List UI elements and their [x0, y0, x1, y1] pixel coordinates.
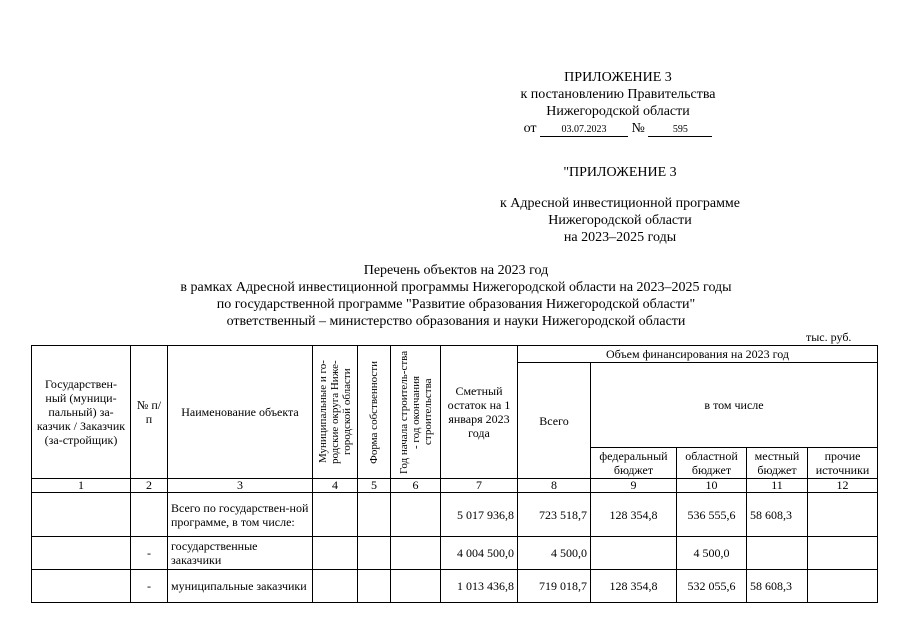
cell-municipal	[313, 570, 358, 603]
header-ownership: Форма собственности	[368, 360, 380, 464]
column-number: 9	[591, 479, 677, 493]
units-label: тыс. руб.	[806, 330, 852, 344]
cell-municipal	[313, 537, 358, 570]
cell-num	[131, 493, 168, 537]
table-row	[32, 493, 878, 537]
cell-total: 723 518,7	[518, 493, 591, 537]
column-number: 2	[131, 479, 168, 493]
cell-remaining: 4 004 500,0	[441, 537, 518, 570]
cell-regional: 532 055,6	[677, 570, 747, 603]
cell-customer	[32, 537, 131, 570]
cell-federal: 128 354,8	[591, 570, 677, 603]
header-num: № п/п	[131, 346, 168, 479]
cell-customer	[32, 570, 131, 603]
cell-num: -	[131, 537, 168, 570]
cell-customer	[32, 493, 131, 537]
resolution-number: 595	[648, 123, 712, 137]
cell-local	[747, 537, 808, 570]
cell-other	[808, 537, 878, 570]
cell-ownership	[358, 570, 391, 603]
resolution-date: 03.07.2023	[540, 123, 628, 137]
table-row	[32, 570, 878, 603]
cell-regional: 4 500,0	[677, 537, 747, 570]
program-appendix-header	[470, 164, 770, 246]
column-number: 3	[168, 479, 313, 493]
cell-total: 719 018,7	[518, 570, 591, 603]
column-number: 8	[518, 479, 591, 493]
header-federal: федеральный бюджет	[591, 448, 677, 479]
header-years: Год начала строитель-ства - год окончания строительства	[397, 350, 434, 474]
column-number: 5	[358, 479, 391, 493]
list-title-line-2: в рамках Адресной инвестиционной программы Нижегородской области на 2023–2025 годы	[180, 280, 732, 295]
cell-years	[391, 537, 441, 570]
cell-local: 58 608,3	[747, 570, 808, 603]
cell-other	[808, 570, 878, 603]
from-label: от	[523, 121, 537, 136]
program-appendix-title: "ПРИЛОЖЕНИЕ 3	[563, 165, 677, 180]
column-number: 7	[441, 479, 518, 493]
program-appendix-line-3: на 2023–2025 годы	[563, 230, 677, 245]
cell-regional: 536 555,6	[677, 493, 747, 537]
program-appendix-line-2: Нижегородской области	[548, 213, 692, 228]
table-row	[32, 537, 878, 570]
column-number: 12	[808, 479, 878, 493]
cell-other	[808, 493, 878, 537]
cell-years	[391, 493, 441, 537]
column-number: 10	[677, 479, 747, 493]
cell-ownership	[358, 537, 391, 570]
government-resolution-appendix-header	[508, 69, 728, 137]
header-other: прочие источники	[808, 448, 878, 479]
header-municipal-cell	[313, 346, 358, 479]
list-title-line-3: по государственной программе "Развитие образования Нижегородской области"	[216, 297, 696, 312]
header-municipal: Муниципальные и го-родские округа Ниже-городской области	[317, 360, 353, 464]
cell-object-name: Всего по государствен-ной программе, в том числе:	[168, 493, 313, 537]
header-local: местный бюджет	[747, 448, 808, 479]
cell-ownership	[358, 493, 391, 537]
header-object-name: Наименование объекта	[168, 346, 313, 479]
number-sign: №	[631, 121, 645, 136]
header-total: Всего	[518, 363, 591, 479]
column-number: 1	[32, 479, 131, 493]
cell-total: 4 500,0	[518, 537, 591, 570]
cell-object-name: муниципальные заказчики	[168, 570, 313, 603]
list-title	[100, 262, 812, 330]
cell-years	[391, 570, 441, 603]
cell-local: 58 608,3	[747, 493, 808, 537]
header-years-cell	[391, 346, 441, 479]
header-including: в том числе	[591, 363, 878, 448]
list-title-line-1: Перечень объектов на 2023 год	[363, 263, 549, 278]
column-number: 6	[391, 479, 441, 493]
list-title-line-4: ответственный – министерство образования и науки Нижегородской области	[226, 314, 686, 329]
column-number-row	[32, 479, 878, 493]
appendix-line-1: к постановлению Правительства	[520, 87, 716, 102]
program-appendix-line-1: к Адресной инвестиционной программе	[499, 196, 741, 211]
column-number: 11	[747, 479, 808, 493]
cell-num: -	[131, 570, 168, 603]
cell-object-name: государственные заказчики	[168, 537, 313, 570]
column-number: 4	[313, 479, 358, 493]
header-remaining: Сметный остаток на 1 января 2023 года	[441, 346, 518, 479]
appendix-title: ПРИЛОЖЕНИЕ 3	[564, 70, 672, 85]
appendix-date-line	[508, 120, 728, 137]
cell-federal	[591, 537, 677, 570]
cell-municipal	[313, 493, 358, 537]
financing-table	[31, 345, 878, 603]
header-ownership-cell	[358, 346, 391, 479]
appendix-line-2: Нижегородской области	[546, 104, 690, 119]
cell-remaining: 1 013 436,8	[441, 570, 518, 603]
cell-remaining: 5 017 936,8	[441, 493, 518, 537]
header-financing: Объем финансирования на 2023 год	[518, 346, 878, 363]
header-regional: областной бюджет	[677, 448, 747, 479]
header-customer: Государствен-ный (муници-пальный) за-казчик / Заказчик (за-стройщик)	[32, 346, 131, 479]
cell-federal: 128 354,8	[591, 493, 677, 537]
header-row-1	[32, 346, 878, 363]
